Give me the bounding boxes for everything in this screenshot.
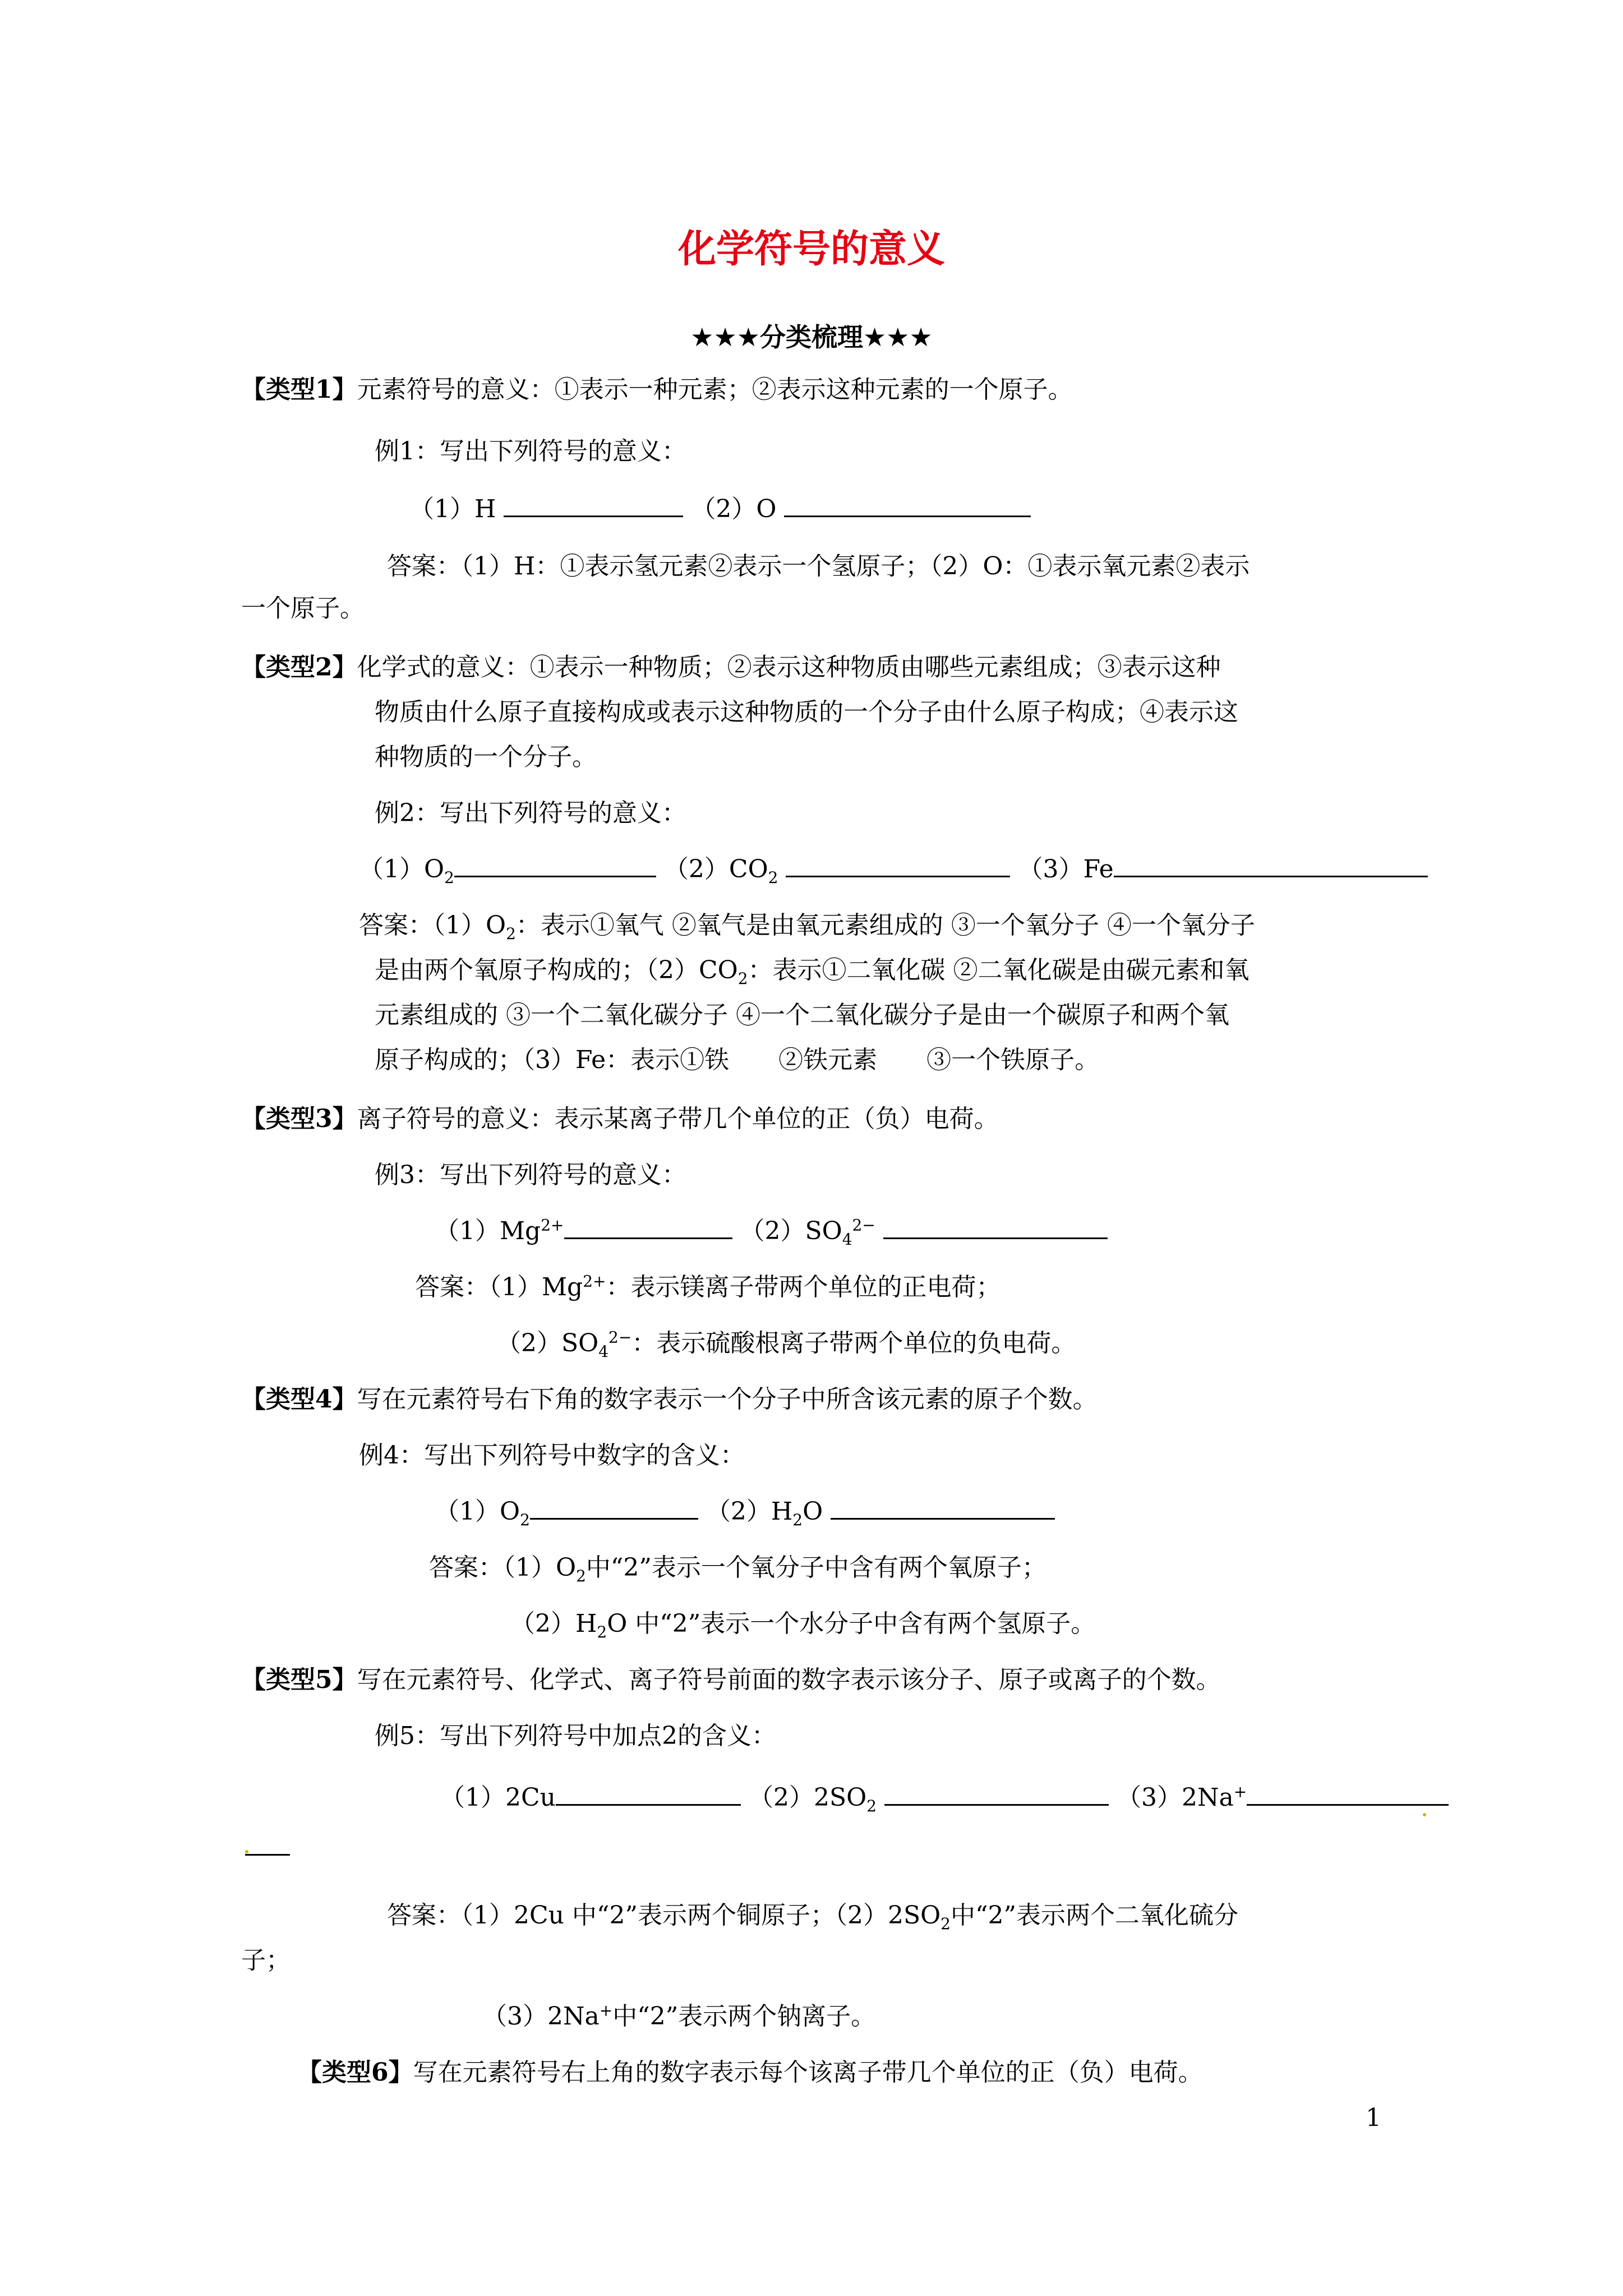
answer-blank	[884, 1782, 1109, 1806]
answer-blank	[786, 853, 1010, 877]
answer-blank	[784, 493, 1031, 517]
type2-text-line1: 化学式的意义：①表示一种物质；②表示这种物质由哪些元素组成；③表示这种	[357, 653, 1221, 682]
example3-answer-line1	[415, 1271, 1001, 1304]
answer-text: 答案：（1）O	[429, 1553, 577, 1582]
answer-blank	[1247, 1782, 1449, 1806]
example2-answer-line4: 原子构成的；（3）Fe：表示①铁 ②铁元素 ③一个铁原子。	[375, 1046, 1100, 1074]
answer-text: O 中“2”表示一个水分子中含有两个氢原子。	[607, 1609, 1096, 1638]
subscript: 2	[940, 1914, 951, 1933]
type6-text: 写在元素符号右上角的数字表示每个该离子带几个单位的正（负）电荷。	[413, 2058, 1203, 2087]
answer-blank	[504, 493, 683, 517]
type3-text: 离子符号的意义：表示某离子带几个单位的正（负）电荷。	[357, 1105, 999, 1133]
example2-q2: （2）CO	[663, 855, 768, 884]
example3-q1: （1）Mg	[435, 1217, 541, 1245]
section-heading: ★★★分类梳理★★★	[690, 322, 933, 352]
example2-prompt: 例2：写出下列符号的意义：	[375, 799, 686, 827]
example2-q1: （1）O	[359, 855, 445, 884]
example4-questions	[435, 1495, 1055, 1529]
type5-text: 写在元素符号、化学式、离子符号前面的数字表示该分子、原子或离子的个数。	[357, 1665, 1221, 1694]
example5-q3: （3）2Na	[1117, 1783, 1234, 1812]
example5-q1: （1）2Cu	[440, 1783, 556, 1812]
answer-text: 是由两个氧原子构成的；（2）CO	[375, 956, 738, 984]
example3-prompt: 例3：写出下列符号的意义：	[375, 1161, 686, 1189]
example4-answer-line2	[510, 1607, 1095, 1641]
subscript: 4	[598, 1342, 609, 1361]
type3-definition	[241, 1102, 999, 1136]
answer-text: 中“2”表示两个二氧化硫分	[951, 1901, 1238, 1930]
continuation-blank	[245, 1854, 290, 1856]
subscript: 2	[597, 1622, 607, 1641]
document-title: 化学符号的意义	[677, 227, 945, 272]
subscript: 4	[842, 1230, 852, 1249]
answer-blank	[564, 1215, 732, 1239]
example1-q1: （1）H	[409, 495, 496, 523]
example1-q2: （2）O	[691, 495, 777, 523]
superscript: 2−	[608, 1328, 632, 1347]
answer-text: 答案：（1）2Cu 中“2”表示两个铜原子；（2）2SO	[387, 1901, 941, 1930]
type5-label: 【类型5】	[241, 1665, 357, 1694]
answer-blank	[556, 1782, 741, 1806]
example1-answer-line1: 答案：（1）H：①表示氢元素②表示一个氢原子；（2）O：①表示氧元素②表示	[387, 552, 1250, 581]
subscript: 2	[576, 1566, 586, 1585]
example3-q2: （2）SO	[740, 1217, 842, 1245]
example1-prompt: 例1：写出下列符号的意义：	[375, 437, 686, 466]
subscript: 2	[866, 1796, 877, 1815]
answer-blank	[454, 853, 656, 877]
answer-blank	[1114, 853, 1428, 877]
answer-text: 答案：（1）Mg	[415, 1273, 583, 1301]
example5-q2: （2）2SO	[749, 1783, 867, 1812]
subscript: 2	[768, 868, 778, 887]
example4-q2-suffix: O	[803, 1497, 823, 1526]
subscript: 2	[520, 1510, 530, 1529]
example2-answer-line1	[359, 909, 1255, 942]
type1-text: 元素符号的意义：①表示一种元素；②表示这种元素的一个原子。	[357, 375, 1073, 404]
type6-label: 【类型6】	[297, 2058, 413, 2087]
example4-q1: （1）O	[435, 1497, 520, 1526]
superscript: 2+	[541, 1216, 564, 1235]
example5-answer-line3	[482, 2000, 875, 2033]
page-number: 1	[1366, 2104, 1381, 2132]
type3-label: 【类型3】	[241, 1105, 357, 1133]
example5-questions	[440, 1781, 1449, 1815]
type4-definition	[241, 1383, 1098, 1416]
example5-prompt: 例5：写出下列符号中加点2的含义：	[375, 1722, 776, 1750]
subscript: 2	[737, 969, 748, 988]
yellow-mark-dot	[1423, 1813, 1426, 1816]
subscript: 2	[444, 868, 454, 887]
answer-blank	[831, 1496, 1055, 1520]
type2-text-line2: 物质由什么原子直接构成或表示这种物质的一个分子由什么原子构成；④表示这	[375, 698, 1238, 726]
example2-answer-line3: 元素组成的 ③一个二氧化碳分子 ④一个二氧化碳分子是由一个碳原子和两个氧	[375, 1001, 1229, 1029]
superscript: +	[1233, 1782, 1247, 1801]
subscript: 2	[506, 924, 516, 943]
answer-text: ：表示硫酸根离子带两个单位的负电荷。	[631, 1329, 1076, 1358]
type2-label: 【类型2】	[241, 653, 357, 682]
answer-text: ：表示①氧气 ②氧气是由氧元素组成的 ③一个氧分子 ④一个氧分子	[515, 911, 1255, 940]
type1-label: 【类型1】	[241, 375, 357, 404]
example1-answer-line2: 一个原子。	[241, 594, 365, 623]
type6-definition	[297, 2056, 1203, 2090]
example4-answer-line1	[429, 1551, 1046, 1585]
example4-q2: （2）H	[706, 1497, 793, 1526]
example5-answer-line1	[387, 1899, 1238, 1932]
answer-text: 答案：（1）O	[359, 911, 506, 940]
example2-questions	[359, 853, 1428, 886]
answer-text: 中“2”表示两个钠离子。	[612, 2002, 876, 2031]
answer-text: （2）SO	[496, 1329, 599, 1358]
example3-questions	[435, 1214, 1108, 1248]
answer-text: 中“2”表示一个氧分子中含有两个氧原子；	[585, 1553, 1046, 1582]
type4-text: 写在元素符号右下角的数字表示一个分子中所含该元素的原子个数。	[357, 1385, 1098, 1414]
superscript: 2+	[583, 1272, 606, 1291]
type1-definition	[241, 373, 1073, 407]
yellow-mark-dot	[245, 1850, 248, 1853]
type2-definition	[241, 651, 1221, 684]
example1-questions	[409, 493, 1031, 526]
type5-definition	[241, 1663, 1221, 1697]
type4-label: 【类型4】	[241, 1385, 357, 1414]
example4-prompt: 例4：写出下列符号中数字的含义：	[359, 1441, 745, 1470]
answer-text: （2）H	[510, 1609, 597, 1638]
answer-text: ：表示镁离子带两个单位的正电荷；	[606, 1273, 1001, 1301]
example2-answer-line2	[375, 954, 1249, 987]
example3-answer-line2	[496, 1327, 1076, 1360]
type2-text-line3: 种物质的一个分子。	[375, 743, 597, 771]
superscript: 2−	[852, 1216, 875, 1235]
example2-q3: （3）Fe	[1018, 855, 1114, 884]
superscript: +	[599, 2001, 613, 2020]
answer-blank	[530, 1496, 698, 1520]
answer-text: ：表示①二氧化碳 ②二氧化碳是由碳元素和氧	[748, 956, 1249, 984]
example5-answer-line2: 子；	[241, 1946, 291, 1975]
answer-blank	[883, 1215, 1108, 1239]
subscript: 2	[792, 1510, 803, 1529]
answer-text: （3）2Na	[482, 2002, 600, 2031]
